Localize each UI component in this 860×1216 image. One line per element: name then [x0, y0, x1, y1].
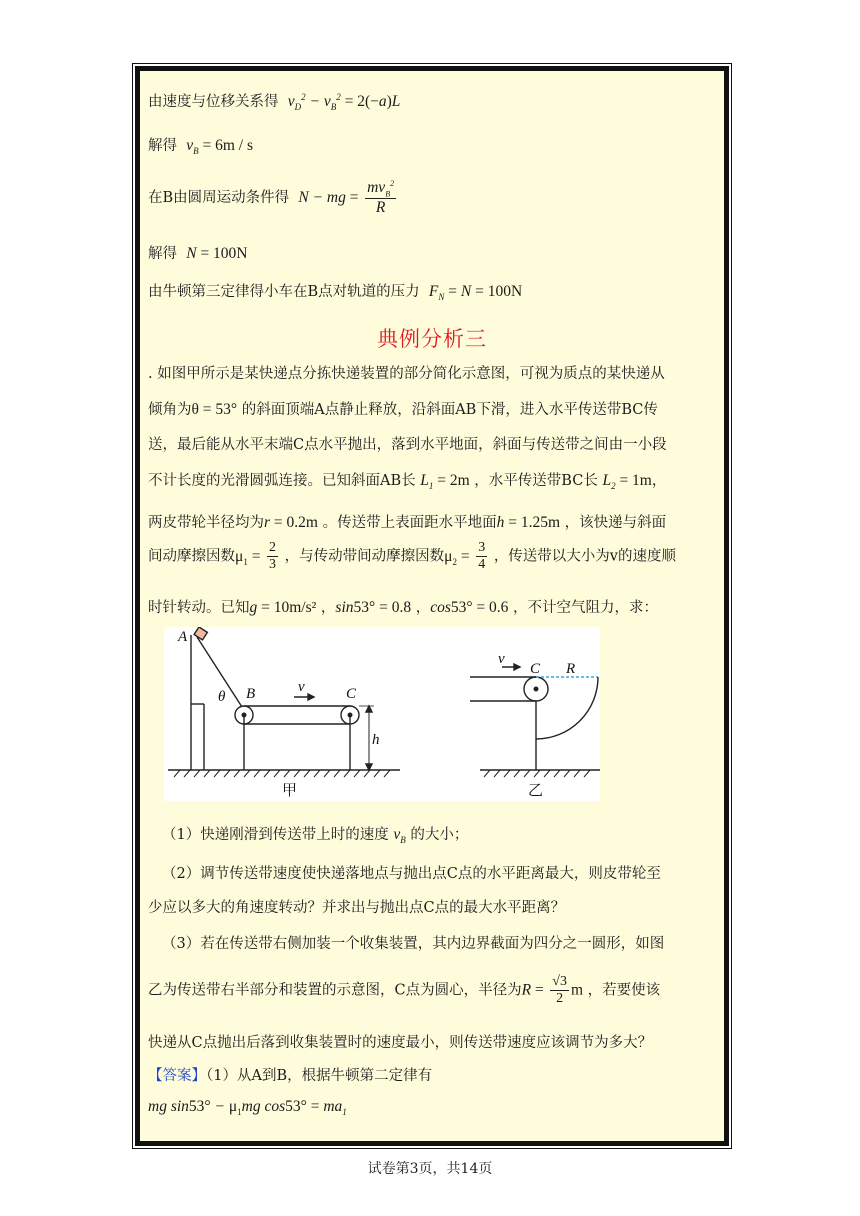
ground-hatch	[174, 770, 390, 777]
text: ，	[415, 600, 431, 616]
sin-value: sin53° = 0.8	[335, 599, 412, 616]
text: ，水平传送带BC长	[474, 473, 598, 489]
text: （1）快递刚滑到传送带上时的速度	[162, 827, 389, 843]
height-value: h = 1.25m	[496, 514, 561, 531]
arrowhead	[514, 664, 520, 670]
text: 不计长度的光滑圆弧连接。已知斜面AB长	[148, 473, 416, 489]
fraction: $\frac{mv_B^2}{R}$	[367, 179, 395, 217]
text: ，若要使该	[587, 982, 661, 999]
vb-symbol: $v_B$	[393, 826, 406, 846]
question-3-line-1: （3）若在传送带右侧加装一个收集装置，其内边界截面为四分之一圆形，如图	[162, 936, 665, 952]
text: 倾角为	[148, 402, 192, 418]
text: 乙为传送带右半部分和装置的示意图，C点为圆心，半径为	[148, 982, 522, 999]
mu2-value: $\mu_2$ =	[444, 547, 470, 567]
text: ，	[320, 600, 336, 616]
label-h: h	[372, 732, 380, 748]
answer-line-1	[148, 1064, 432, 1085]
arrowhead	[366, 764, 372, 770]
label-v2: v	[498, 651, 505, 667]
section-title: 典例分析三	[377, 327, 487, 351]
equation: N − mg =	[298, 189, 359, 207]
question-3-line-2	[148, 974, 660, 1007]
text: ，	[651, 473, 667, 489]
ground-hatch-right	[484, 770, 590, 777]
text: 解得	[148, 246, 177, 262]
arrowhead	[308, 694, 314, 700]
answer-equation	[148, 1098, 347, 1117]
questions-block	[148, 71, 716, 1141]
page-footer: 试卷第3页，共14页	[367, 1161, 493, 1177]
label-b: B	[246, 686, 256, 702]
text: ，不计空气阻力，求：	[513, 600, 659, 616]
fraction: $\frac{2}{3}$	[269, 540, 277, 573]
problem-line-3: 送，最后能从水平末端C点水平抛出，落到水平地面，斜面与传送带之间由一小段	[148, 437, 667, 453]
mu1-value: $\mu_1$ =	[235, 547, 261, 567]
cos-value: cos53° = 0.6	[430, 599, 509, 616]
arrowhead	[366, 706, 372, 712]
label-theta: θ	[218, 689, 226, 705]
l1-value: $L_1 = 2m$	[420, 472, 470, 492]
r-value: R =	[521, 981, 544, 999]
label-r: R	[566, 661, 576, 677]
question-3-line-3: 快递从C点抛出后落到收集装置时的速度最小，则传送带速度应该调节为多大？	[148, 1035, 653, 1051]
equation: $v_D^2 - v_B^2 = 2(-a)L$	[287, 91, 401, 113]
text: 时针转动。已知	[148, 600, 250, 616]
content-frame	[135, 66, 729, 1146]
diagram-figure	[164, 627, 600, 801]
equation: N = 100N	[186, 245, 248, 262]
text: 两皮带轮半径均为	[148, 515, 264, 531]
fraction: $\frac{√3}{2}$	[552, 974, 567, 1007]
text: 由速度与位移关系得	[148, 94, 279, 110]
fraction: $\frac{3}{4}$	[478, 540, 486, 573]
diagram-svg	[164, 627, 600, 801]
text: ，与传动带间动摩擦因数	[284, 548, 445, 565]
gravity-value: g = 10m/s²	[249, 599, 317, 616]
caption-left: 甲	[282, 781, 298, 799]
text: 间动摩擦因数	[148, 548, 235, 565]
question-2-line-2: 少应以多大的角速度转动？并求出与抛出点C点的最大水平距离？	[148, 900, 566, 916]
caption-right: 乙	[528, 781, 544, 799]
text: 由牛顿第三定律得小车在B点对轨道的压力	[148, 284, 420, 300]
label-v: v	[298, 679, 305, 695]
radius-value: r = 0.2m	[264, 514, 318, 531]
answer-tag: 【答案】	[148, 1068, 206, 1084]
unit: m	[570, 981, 584, 999]
equation: $v_B = 6m / s$	[186, 137, 253, 157]
text: ，该快递与斜面	[564, 515, 667, 531]
text: ，传送带以大小为v的速度顺	[493, 548, 677, 565]
equation: $F_N = N = 100N$	[428, 283, 523, 303]
text: 的斜面顶端A点静止释放，沿斜面AB下滑，进入水平传送带BC传	[241, 402, 658, 418]
text: 在B由圆周运动条件得	[148, 190, 290, 207]
equation: mg $\sin 53^\circ - \mu_1mg$ $\cos 53^\circ = ma_1$	[148, 1098, 347, 1118]
question-1	[162, 823, 468, 845]
collector-arc	[536, 677, 598, 739]
text: （1）从A到B，根据牛顿第二定律有	[206, 1068, 433, 1084]
text: 解得	[148, 138, 177, 154]
problem-line-1: . 如图甲所示是某快递点分拣快递装置的部分简化示意图，可视为质点的某快递从	[148, 366, 665, 382]
text: 的大小；	[410, 827, 469, 843]
angle-value: θ = 53°	[191, 401, 238, 418]
label-c: C	[346, 686, 357, 702]
text: 。传送带上表面距水平地面	[322, 515, 497, 531]
package-box	[194, 627, 207, 640]
question-2-line-1: （2）调节传送带速度使快递落地点与抛出点C点的水平距离最大，则皮带轮至	[162, 866, 661, 882]
pulley-right-center	[534, 687, 538, 691]
label-a: A	[178, 629, 188, 645]
label-c2: C	[530, 661, 541, 677]
l2-value: $L_2 = 1m$	[602, 472, 652, 492]
